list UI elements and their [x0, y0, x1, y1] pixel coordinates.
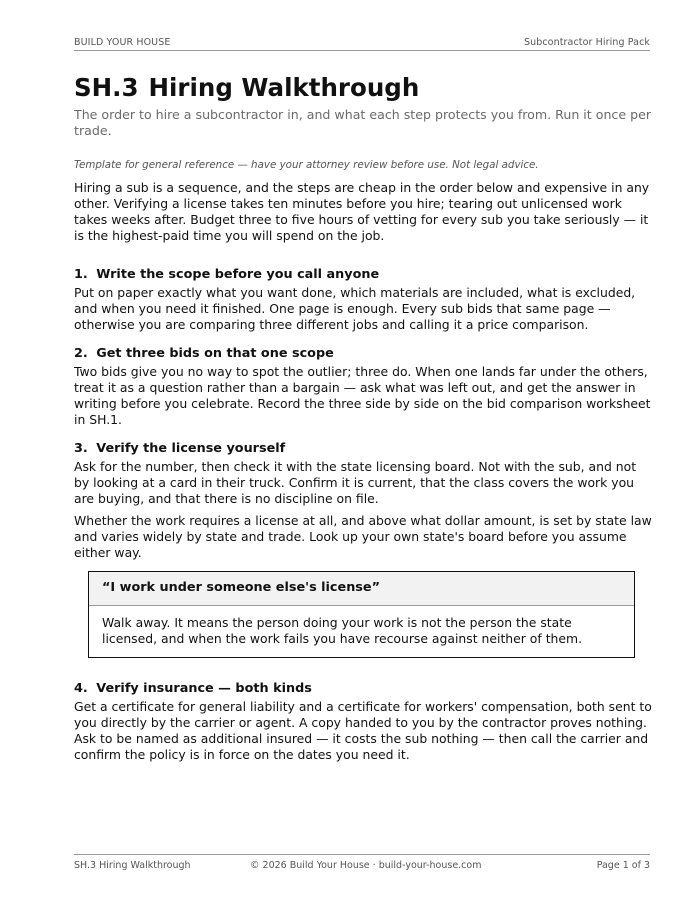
- page-subtitle: The order to hire a subcontractor in, and what each step protects you from. Run it once per trade.: [74, 107, 652, 138]
- header-pack-name: Subcontractor Hiring Pack: [523, 37, 650, 48]
- step-2-heading: [74, 345, 652, 362]
- page-title: [74, 70, 652, 106]
- callout-title: “I work under someone else's license”: [89, 572, 634, 606]
- step-4-heading: [74, 680, 652, 697]
- step-4-title: Verify insurance — both kinds: [96, 681, 312, 696]
- intro-paragraph: Hiring a sub is a sequence, and the steps are cheap in the order below and expensive in any other. Verifying a license takes ten minutes before you hire; tearing out unlicensed work takes weeks after. Budget three to five hours of vetting for every sub you take seriously — it is the highest-paid time you will spend on the job.: [74, 180, 650, 243]
- step-3-number: 3.: [74, 441, 88, 456]
- callout-body: Walk away. It means the person doing your work is not the person the state licensed, and when the work fails you have recourse against neither of them.: [102, 615, 583, 646]
- step-3-heading: [74, 440, 652, 457]
- step-3-title: Verify the license yourself: [96, 441, 286, 456]
- step-4-number: 4.: [74, 681, 88, 696]
- warning-callout: [88, 571, 635, 658]
- step-2-number: 2.: [74, 346, 88, 361]
- header-brand: BUILD YOUR HOUSE: [74, 37, 171, 48]
- step-2-title: Get three bids on that one scope: [96, 346, 334, 361]
- section-number: SH.3: [74, 73, 139, 102]
- step-1-paragraph: Put on paper exactly what you want done, which materials are included, what is excluded, and when you need it finished. One page is enough. Every sub bids that same page — otherwise you are comparing three different jobs and calling it a price comparison.: [74, 285, 636, 332]
- step-4-paragraph: Get a certificate for general liability and a certificate for workers' compensation, both sent to you directly by the carrier or agent. A copy handed to you by the contractor proves nothing. Ask to be named as additional insured — it costs the sub nothing — then call the carrier and confirm the policy is in force on the dates you need it.: [74, 699, 652, 762]
- step-1-number: 1.: [74, 267, 88, 282]
- running-header: [74, 37, 650, 51]
- step-3-paragraph-1: Ask for the number, then check it with the state licensing board. Not with the sub, and not by looking at a card in their truck. Confirm it is current, that the class covers the work you are buying, and that there is no discipline on file.: [74, 459, 637, 506]
- footer-page-number: Page 1 of 3: [596, 860, 650, 871]
- step-3-paragraph-2: Whether the work requires a license at all, and above what dollar amount, is set by state law and varies widely by state and trade. Look up your own state's board before you assume either way.: [74, 513, 652, 560]
- legal-disclaimer: Template for general reference — have your attorney review before use. Not legal advice.: [74, 159, 539, 171]
- section-title: Hiring Walkthrough: [148, 73, 420, 102]
- footer-doc-title: SH.3 Hiring Walkthrough: [74, 860, 191, 871]
- step-2-paragraph: Two bids give you no way to spot the outlier; three do. When one lands far under the others, treat it as a question rather than a bargain — ask what was left out, and get the answer in writing before you celebrate. Record the three side by side on the bid comparison worksheet in SH.1.: [74, 364, 651, 427]
- step-1-title: Write the scope before you call anyone: [96, 267, 380, 282]
- step-1-heading: [74, 266, 652, 283]
- running-footer: [74, 854, 650, 874]
- document-content: [74, 70, 652, 763]
- footer-copyright: © 2026 Build Your House · build-your-house.com: [250, 860, 482, 871]
